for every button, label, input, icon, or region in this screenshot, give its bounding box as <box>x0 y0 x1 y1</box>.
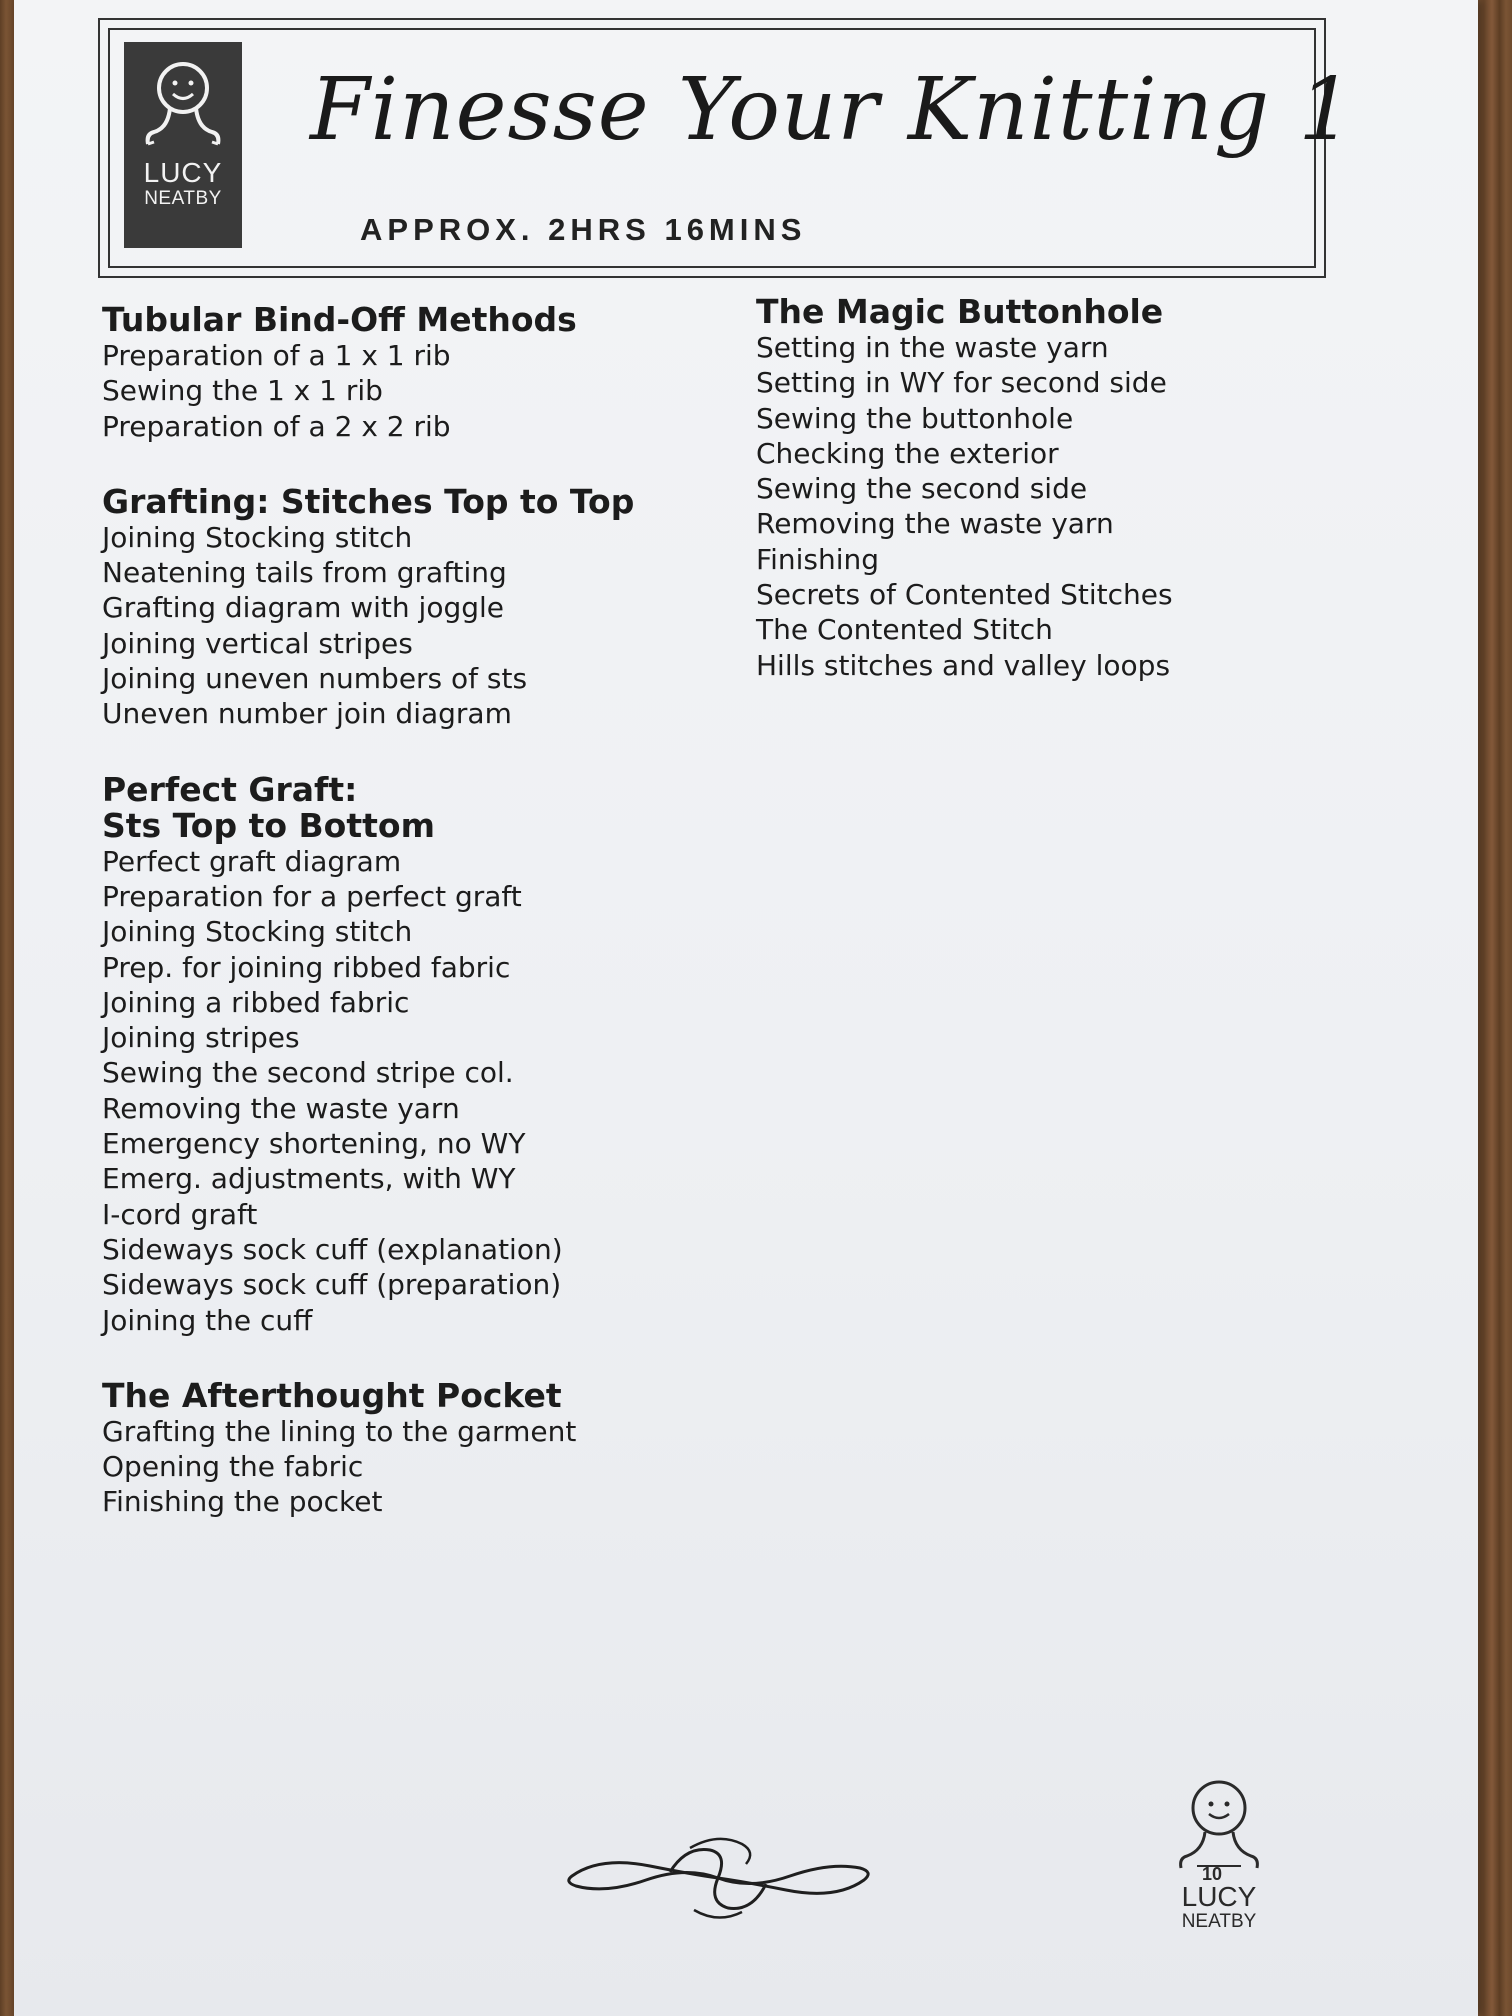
page-title: Finesse Your Knitting 1 <box>310 60 1355 160</box>
list-item: Sideways sock cuff (explanation) <box>102 1232 563 1266</box>
list-item: Joining Stocking stitch <box>102 520 413 554</box>
section-tubular-bind-off <box>102 302 742 444</box>
list-item: Opening the fabric <box>102 1450 364 1484</box>
list-item: Sewing the second stripe col. <box>102 1056 514 1090</box>
list-item: Setting in WY for second side <box>756 366 1167 400</box>
list-item: Emergency shortening, no WY <box>102 1127 526 1161</box>
octopus-logo-icon <box>140 58 226 154</box>
list-item: Prep. for joining ribbed fabric <box>102 950 511 984</box>
list-item: Removing the waste yarn <box>756 507 1114 541</box>
list-item: Joining Stocking stitch <box>102 915 413 949</box>
footer-logo <box>1164 1776 1274 1932</box>
section-magic-buttonhole <box>756 294 1356 683</box>
list-item: Finishing the pocket <box>102 1485 383 1519</box>
header-inner-frame <box>108 28 1355 268</box>
header-frame <box>98 18 1355 278</box>
list-item: Grafting diagram with joggle <box>102 591 505 625</box>
list-item: I-cord graft <box>102 1197 258 1231</box>
list-item: Sideways sock cuff (preparation) <box>102 1268 562 1302</box>
list-item: Checking the exterior <box>756 436 1059 470</box>
list-item: Joining the cuff <box>102 1303 313 1337</box>
octopus-logo-icon <box>1171 1776 1267 1876</box>
section-title: Tubular Bind-Off Methods <box>102 300 577 339</box>
footer-logo-name: LUCY <box>1181 1881 1257 1912</box>
section-title: Perfect Graft: <box>102 769 358 809</box>
list-item: Emerg. adjustments, with WY <box>102 1162 516 1196</box>
left-column <box>102 302 742 1560</box>
list-item: Sewing the buttonhole <box>756 401 1074 435</box>
section-title: Grafting: Stitches Top to Top <box>102 481 635 521</box>
logo-subname: NEATBY <box>144 188 222 209</box>
list-item: Sewing the 1 x 1 rib <box>102 374 383 408</box>
list-item: The Contented Stitch <box>756 613 1053 647</box>
list-item: Setting in the waste yarn <box>756 331 1109 364</box>
list-item: Preparation of a 1 x 1 rib <box>102 339 451 372</box>
footer-logo-subname: NEATBY <box>1181 1911 1257 1932</box>
list-item: Removing the waste yarn <box>102 1091 460 1125</box>
logo-name: LUCY <box>143 157 223 188</box>
list-item: Finishing <box>756 542 880 576</box>
section-grafting-top-to-top <box>102 481 742 732</box>
list-item: Hills stitches and valley loops <box>756 648 1171 682</box>
duration-subtitle: APPROX. 2HRS 16MINS <box>360 212 807 247</box>
list-item: Uneven number join diagram <box>102 697 512 731</box>
list-item: Preparation for a perfect graft <box>102 879 522 913</box>
contents-card <box>14 0 1478 2016</box>
list-item: Joining vertical stripes <box>102 626 413 660</box>
list-item: Joining stripes <box>102 1021 300 1055</box>
right-column <box>756 294 1356 723</box>
section-perfect-graft <box>102 769 742 1338</box>
section-title: The Afterthought Pocket <box>102 1375 562 1415</box>
section-title: The Magic Buttonhole <box>756 292 1164 331</box>
flourish-ornament-icon <box>560 1828 876 1928</box>
list-item: Grafting the lining to the garment <box>102 1414 577 1448</box>
list-item: Secrets of Contented Stitches <box>756 578 1173 612</box>
section-title-line2: Sts Top to Bottom <box>102 805 435 845</box>
section-afterthought-pocket <box>102 1375 742 1520</box>
brand-logo <box>124 42 242 248</box>
list-item: Preparation of a 2 x 2 rib <box>102 409 451 443</box>
footer-logo-number: 10 <box>1202 1864 1223 1884</box>
list-item: Joining a ribbed fabric <box>102 985 410 1019</box>
list-item: Sewing the second side <box>756 472 1088 506</box>
list-item: Joining uneven numbers of sts <box>102 662 528 696</box>
list-item: Neatening tails from grafting <box>102 556 507 590</box>
list-item: Perfect graft diagram <box>102 844 402 878</box>
